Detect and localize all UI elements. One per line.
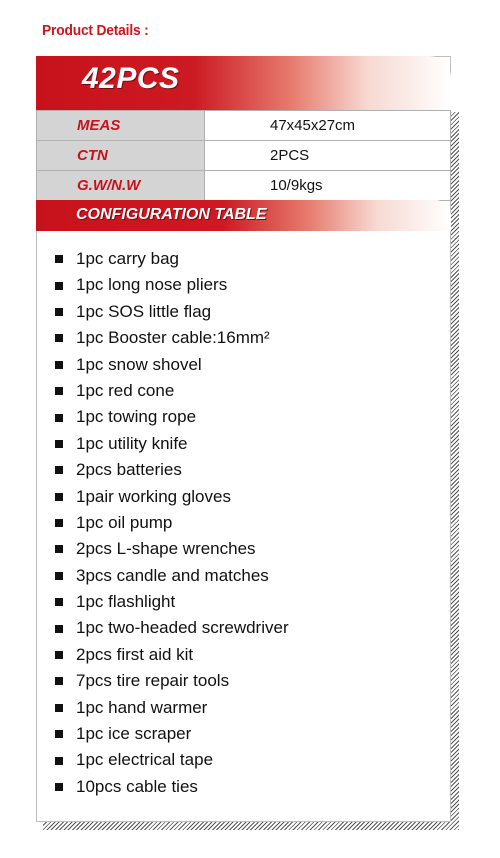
item-text: 1pc long nose pliers [76,275,228,295]
item-text: 10pcs cable ties [76,776,198,796]
spec-value: 47x45x27cm [205,111,451,141]
spec-row [37,111,451,141]
square-bullet-icon [55,572,63,580]
list-item [55,325,445,351]
item-text: 2pcs batteries [76,460,182,480]
list-item [55,695,445,721]
square-bullet-icon [55,704,63,712]
list-item [55,352,445,378]
spec-label: G.W/N.W [37,171,205,201]
specs-table [36,110,451,201]
section-title: Product Details : [42,22,149,39]
list-item [55,404,445,430]
square-bullet-icon [55,730,63,738]
list-item [55,668,445,694]
list-item [55,510,445,536]
square-bullet-icon [55,625,63,633]
list-item [55,246,445,272]
item-text: 1pc oil pump [76,512,173,532]
item-text: 1pc electrical tape [76,750,214,770]
square-bullet-icon [55,757,63,765]
square-bullet-icon [55,308,63,316]
square-bullet-icon [55,361,63,369]
list-item [55,642,445,668]
spec-value: 10/9kgs [205,171,451,201]
spec-row [37,171,451,201]
item-text: 1pair working gloves [76,486,231,506]
square-bullet-icon [55,466,63,474]
item-text: 1pc carry bag [76,249,179,268]
spec-value: 2PCS [205,141,451,171]
list-item [55,589,445,615]
list-item [55,615,445,641]
item-text: 3pcs candle and matches [76,565,269,585]
square-bullet-icon [55,255,63,263]
square-bullet-icon [55,282,63,290]
item-text: 1pc hand warmer [76,697,208,717]
list-item [55,457,445,483]
item-text: 2pcs first aid kit [76,644,194,664]
list-item [55,378,445,404]
list-item [55,774,445,800]
square-bullet-icon [55,414,63,422]
list-item [55,272,445,298]
list-item [55,747,445,773]
list-item [55,484,445,510]
item-text: 2pcs L-shape wrenches [76,539,256,559]
square-bullet-icon [55,545,63,553]
item-text: 1pc utility knife [76,433,188,453]
spec-row [37,141,451,171]
item-text: 1pc towing rope [76,407,197,427]
square-bullet-icon [55,598,63,606]
square-bullet-icon [55,387,63,395]
list-item [55,721,445,747]
spec-label: MEAS [37,111,205,141]
product-title: 42PCS [82,62,180,95]
configuration-title: CONFIGURATION TABLE [76,206,267,223]
square-bullet-icon [55,651,63,659]
item-text: 1pc Booster cable:16mm² [76,328,270,348]
list-item [55,563,445,589]
item-text: 1pc flashlight [76,592,176,612]
spec-label: CTN [37,141,205,171]
square-bullet-icon [55,519,63,527]
square-bullet-icon [55,493,63,501]
square-bullet-icon [55,440,63,448]
square-bullet-icon [55,783,63,791]
item-text: 1pc snow shovel [76,354,202,374]
item-text: 1pc red cone [76,380,175,400]
list-item [55,299,445,325]
item-text: 7pcs tire repair tools [76,671,230,691]
list-item [55,431,445,457]
item-text: 1pc two-headed screwdriver [76,618,289,638]
configuration-list [55,246,445,800]
square-bullet-icon [55,677,63,685]
item-text: 1pc SOS little flag [76,301,212,321]
square-bullet-icon [55,334,63,342]
list-item [55,536,445,562]
item-text: 1pc ice scraper [76,724,192,744]
